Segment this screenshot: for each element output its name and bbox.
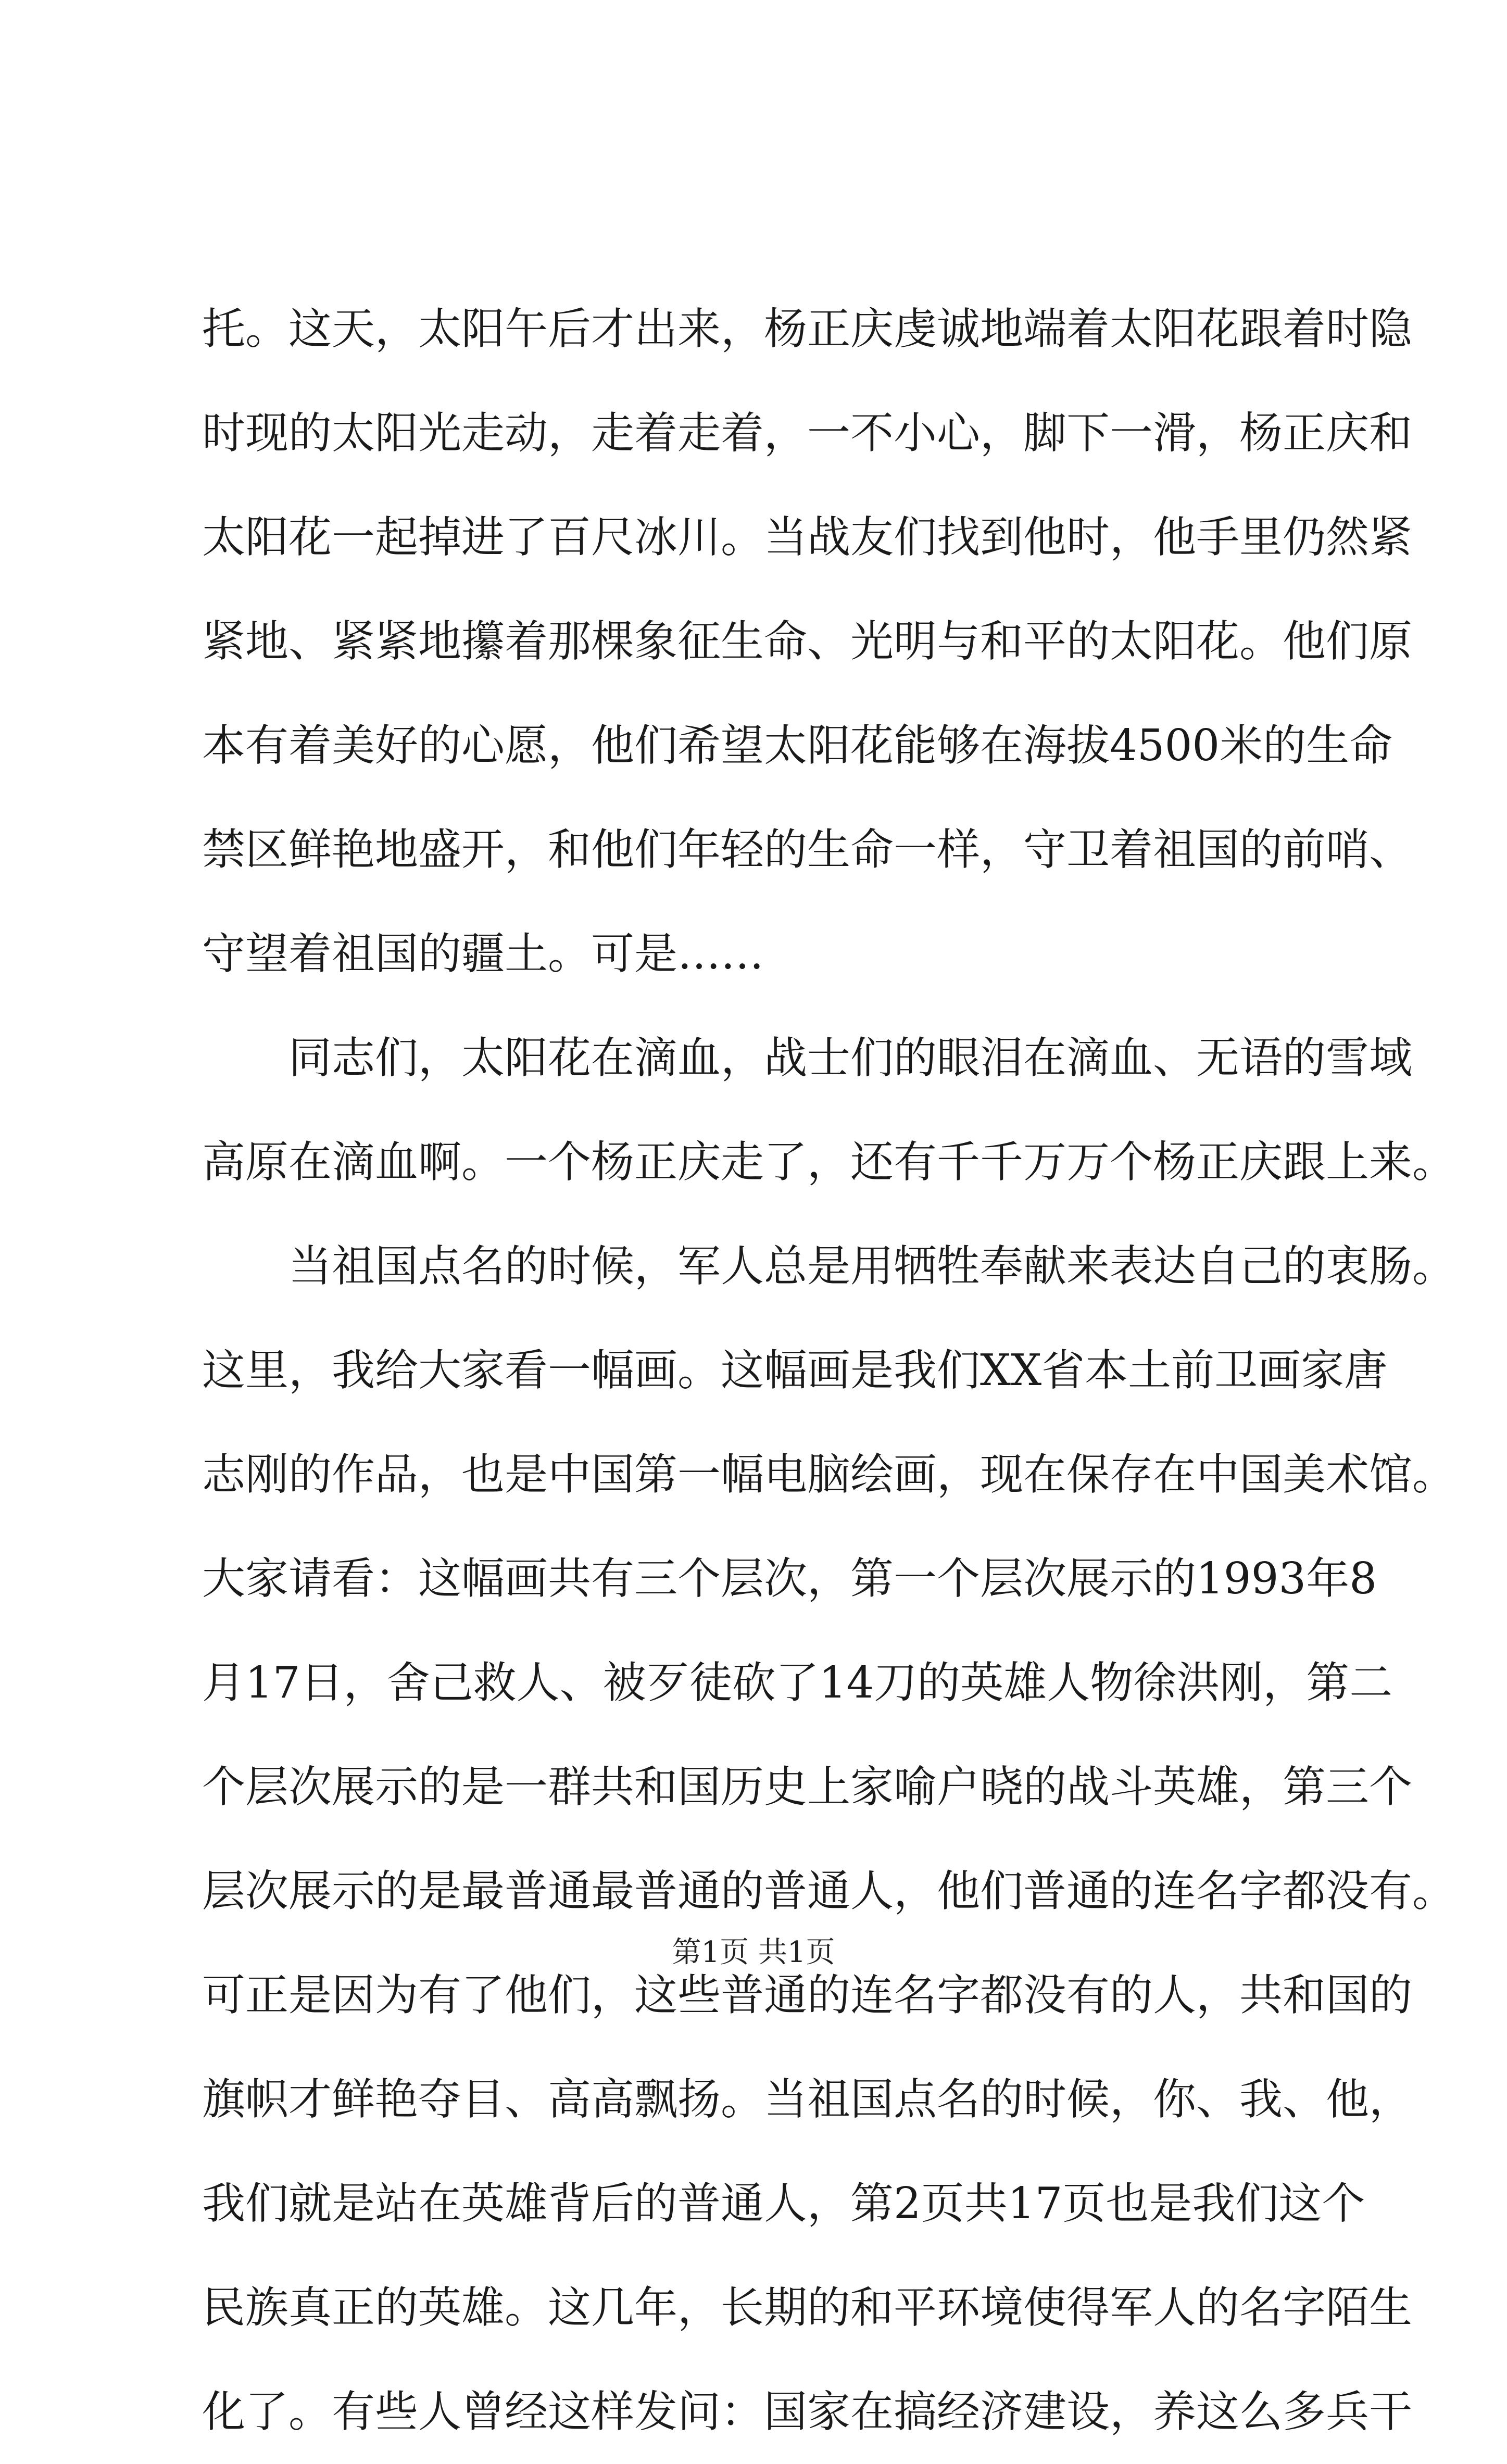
text-line: 本有着美好的心愿，他们希望太阳花能够在海拔4500米的生命 [202, 720, 1393, 771]
page-footer: 第1页 共1页 [672, 1935, 835, 1969]
text-line: 月17日，舍己救人、被歹徒砍了14刀的英雄人物徐洪刚，第二 [202, 1657, 1393, 1708]
text-line: 托。这天，太阳午后才出来，杨正庆虔诚地端着太阳花跟着时隐 [202, 304, 1412, 354]
document-body [202, 277, 1455, 2464]
text-line: 我们就是站在英雄背后的普通人，第2页共17页也是我们这个 [202, 2178, 1365, 2229]
text-line: 旗帜才鲜艳夺目、高高飘扬。当祖国点名的时候，你、我、他， [202, 2074, 1412, 2124]
text-line: 层次展示的是最普通最普通的普通人，他们普通的连名字都没有。 [202, 1866, 1455, 1916]
text-line: 志刚的作品，也是中国第一幅电脑绘画，现在保存在中国美术馆。 [202, 1449, 1455, 1500]
text-line: 可正是因为有了他们，这些普通的连名字都没有的人，共和国的 [202, 1970, 1412, 2020]
text-line: 同志们，太阳花在滴血，战士们的眼泪在滴血、无语的雪域 [202, 1033, 1412, 1083]
text-line: 当祖国点名的时候，军人总是用牺牲奉献来表达自己的衷肠。 [202, 1241, 1455, 1291]
text-line: 民族真正的英雄。这几年，长期的和平环境使得军人的名字陌生 [202, 2282, 1412, 2333]
text-line: 高原在滴血啊。一个杨正庆走了，还有千千万万个杨正庆跟上来。 [202, 1137, 1455, 1187]
text-line: 化了。有些人曾经这样发问：国家在搞经济建设，养这么多兵干 [202, 2386, 1412, 2437]
text-line: 守望着祖国的疆土。可是…… [202, 928, 764, 979]
text-line: 这里，我给大家看一幅画。这幅画是我们XX省本土前卫画家唐 [202, 1345, 1388, 1396]
text-line: 大家请看：这幅画共有三个层次，第一个层次展示的1993年8 [202, 1553, 1377, 1604]
text-line: 禁区鲜艳地盛开，和他们年轻的生命一样，守卫着祖国的前哨、 [202, 824, 1412, 875]
text-line: 时现的太阳光走动，走着走着，一不小心，脚下一滑，杨正庆和 [202, 408, 1412, 458]
text-line: 紧地、紧紧地攥着那棵象征生命、光明与和平的太阳花。他们原 [202, 616, 1412, 667]
text-line: 个层次展示的是一群共和国历史上家喻户晓的战斗英雄，第三个 [202, 1762, 1412, 1812]
text-line: 太阳花一起掉进了百尺冰川。当战友们找到他时，他手里仍然紧 [202, 512, 1412, 562]
